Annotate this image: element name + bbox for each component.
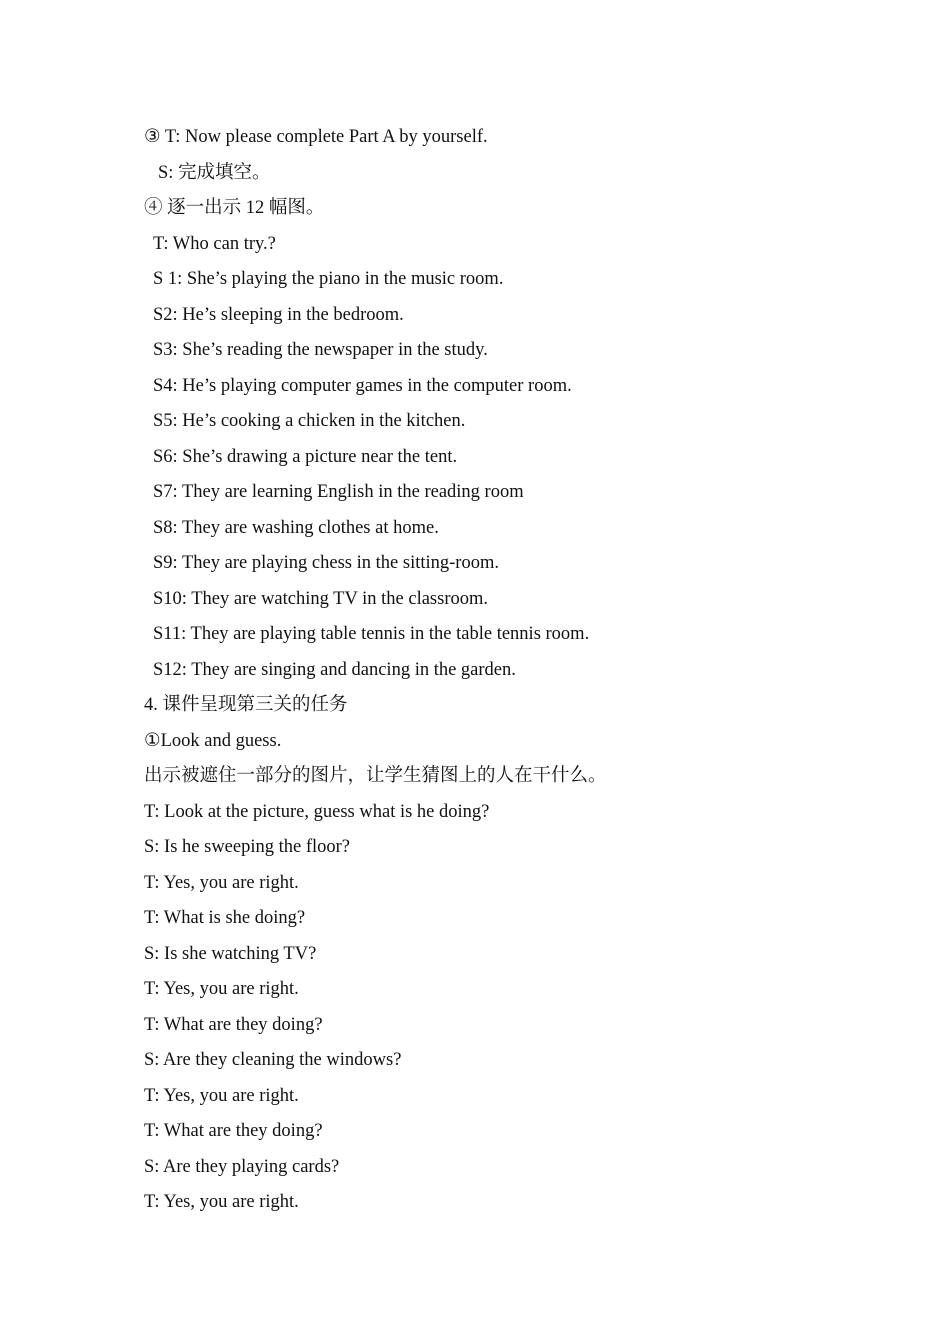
student-line: S7: They are learning English in the reading room <box>153 482 524 502</box>
activity-instruction: 出示被遮住一部分的图片，让学生猜图上的人在干什么。 <box>144 766 607 786</box>
teacher-line: T: Yes, you are right. <box>144 872 299 893</box>
teacher-line: T: What are they doing? <box>144 1014 323 1035</box>
student-line: S 1: She’s playing the piano in the music room. <box>153 269 504 289</box>
student-line: S12: They are singing and dancing in the garden. <box>153 659 516 680</box>
student-line: S2: He’s sleeping in the bedroom. <box>153 304 404 325</box>
teacher-line: T: Look at the picture, guess what is he doing? <box>144 801 490 822</box>
activity-title: ①Look and guess. <box>144 730 282 751</box>
teacher-line: T: Who can try.? <box>153 233 276 254</box>
teacher-line: T: What is she doing? <box>144 908 306 928</box>
student-line: S6: She’s drawing a picture near the tent. <box>153 446 458 467</box>
student-line: S: Is he sweeping the floor? <box>144 837 351 857</box>
student-line: S: Are they playing cards? <box>144 1156 340 1177</box>
teacher-line: T: Yes, you are right. <box>144 1192 299 1212</box>
student-line: S11: They are playing table tennis in the table tennis room. <box>153 624 590 644</box>
student-line: S: Is she watching TV? <box>144 943 317 964</box>
student-line: S: Are they cleaning the windows? <box>144 1050 402 1070</box>
student-line: S9: They are playing chess in the sitting-room. <box>153 553 499 573</box>
teacher-line: T: Yes, you are right. <box>144 979 299 999</box>
student-line: S10: They are watching TV in the classroom. <box>153 588 488 609</box>
teacher-line: T: What are they doing? <box>144 1121 323 1141</box>
teacher-line: T: Yes, you are right. <box>144 1085 299 1106</box>
student-line: S4: He’s playing computer games in the computer room. <box>153 375 572 396</box>
step-4-instruction: ④ 逐一出示 12 幅图。 <box>144 198 325 218</box>
document-body <box>144 120 844 1221</box>
section-heading: 4. 课件呈现第三关的任务 <box>144 695 348 715</box>
student-response: S: 完成填空。 <box>158 162 271 183</box>
student-line: S8: They are washing clothes at home. <box>153 517 439 538</box>
student-line: S5: He’s cooking a chicken in the kitchen. <box>153 411 466 431</box>
step-3-instruction: ③ T: Now please complete Part A by yourself. <box>144 127 488 147</box>
student-line: S3: She’s reading the newspaper in the study. <box>153 340 488 360</box>
